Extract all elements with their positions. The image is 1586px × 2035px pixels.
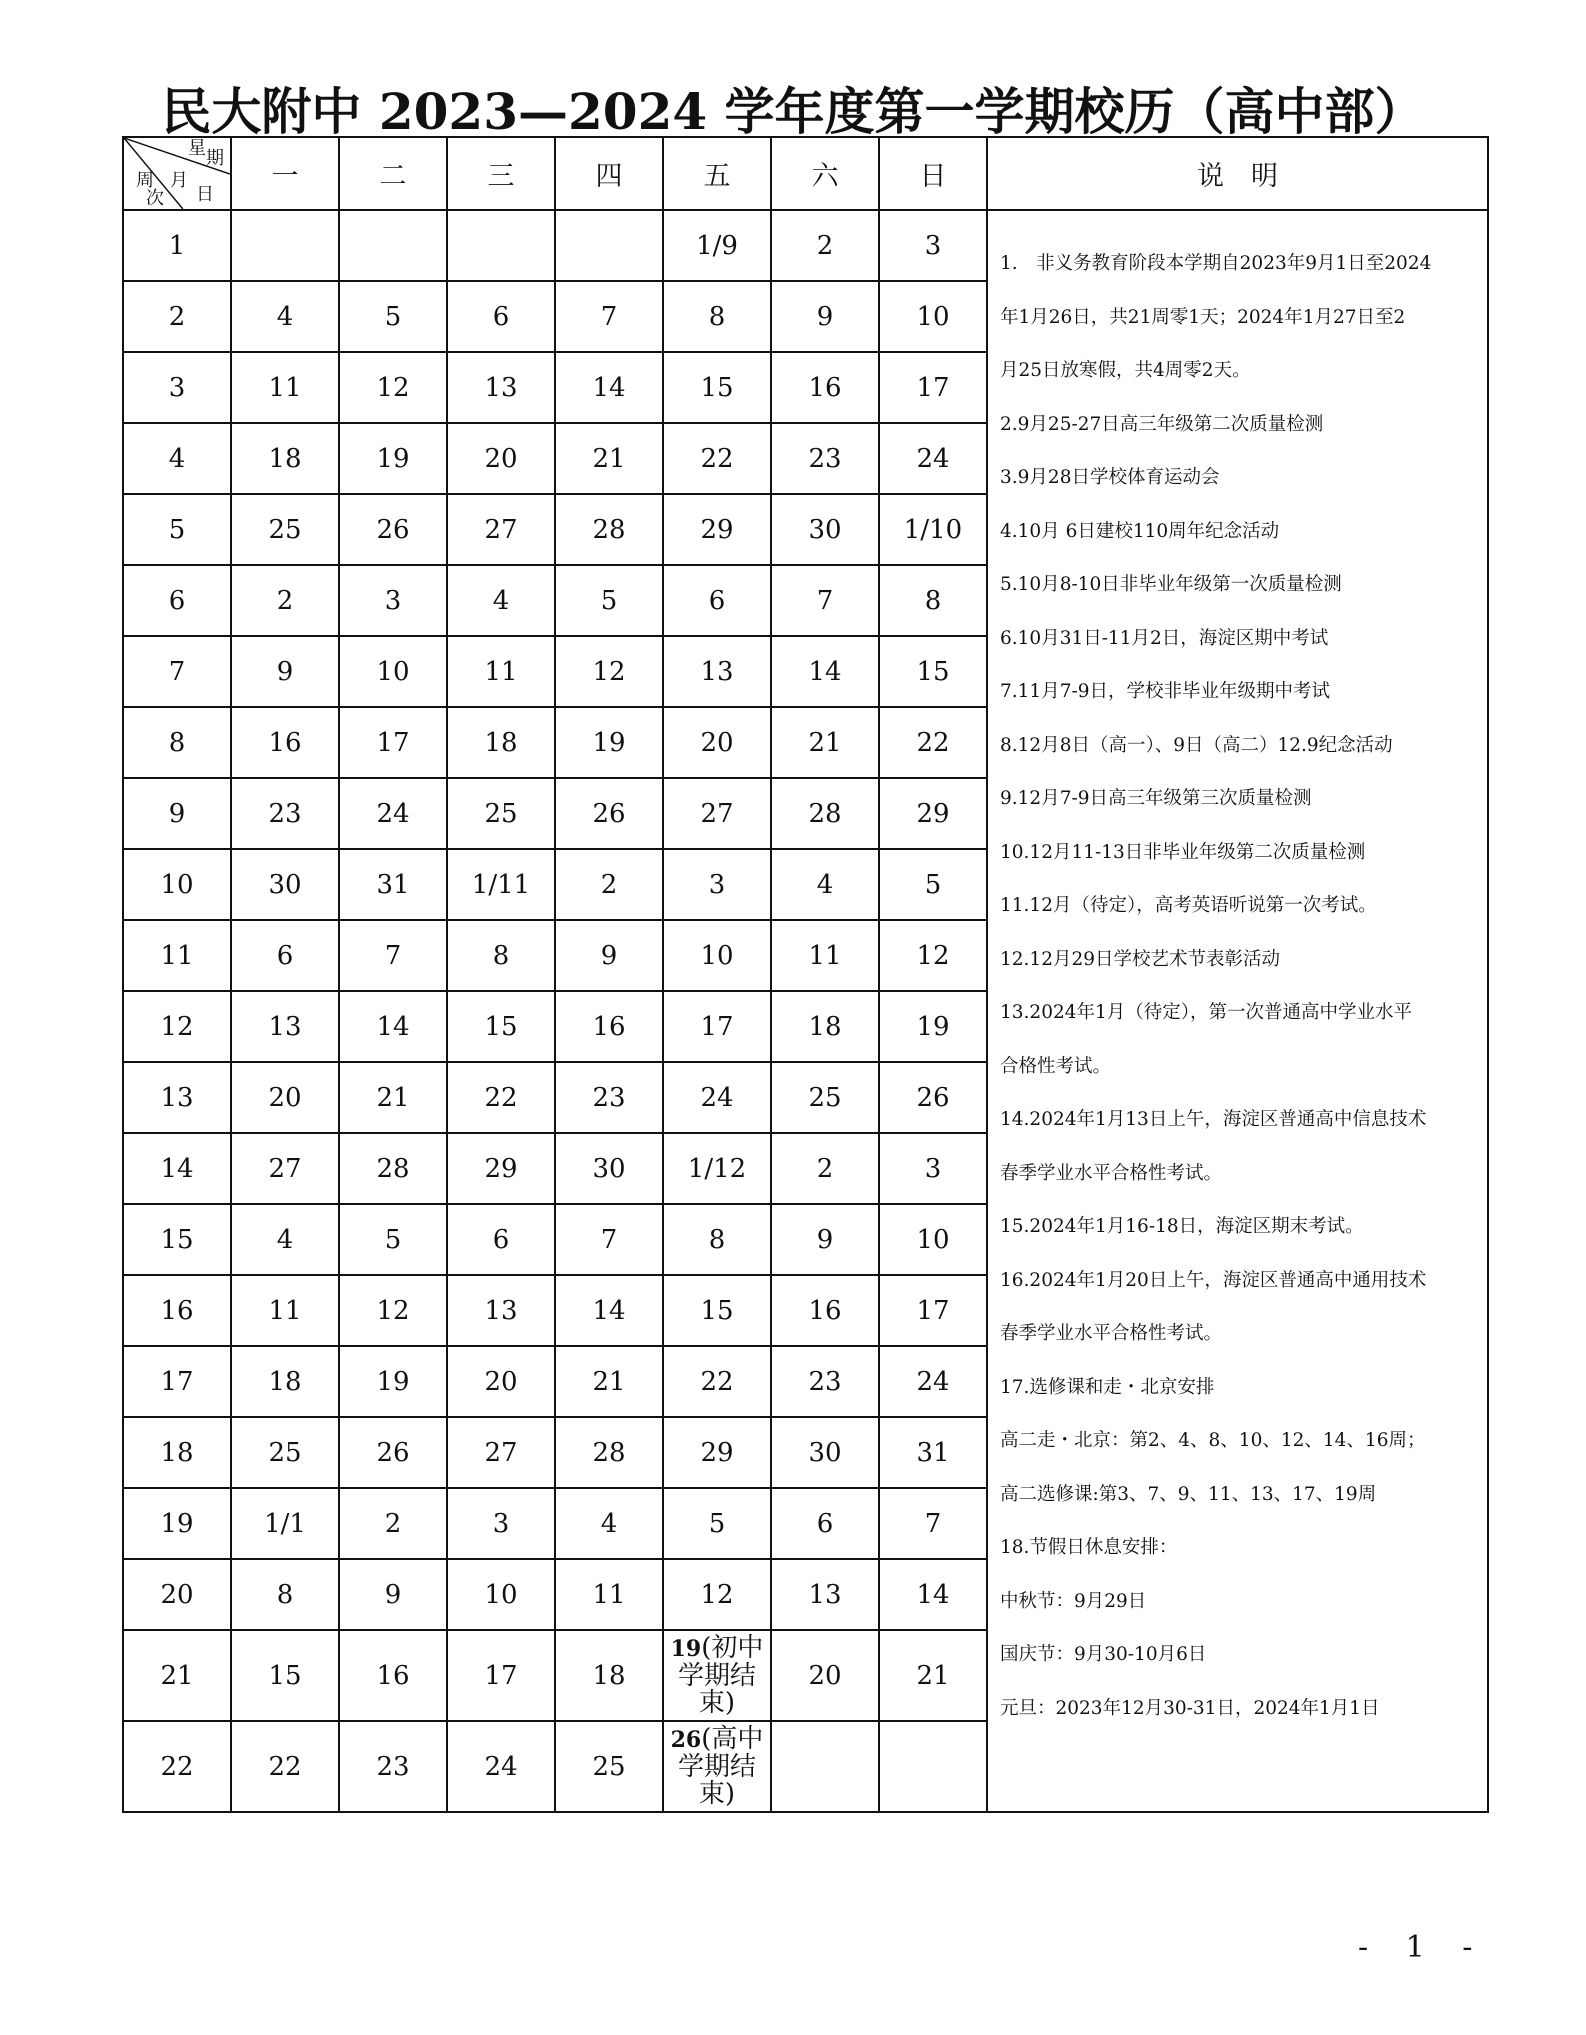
date-cell-mon: 25 [231,494,339,565]
date-cell-fri: 20 [663,707,771,778]
week-number-cell: 21 [123,1630,231,1721]
date-cell-sun: 29 [879,778,987,849]
date-cell-tue: 21 [339,1062,447,1133]
term-end-note: (高中 [701,1723,764,1754]
date-cell-mon: 30 [231,849,339,920]
date-cell-mon: 4 [231,281,339,352]
date-cell-sun: 12 [879,920,987,991]
week-row [123,210,1488,281]
week-number-cell: 19 [123,1488,231,1559]
term-end-note: 束) [698,1778,736,1809]
date-cell-sat: 2 [771,1133,879,1204]
date-cell-sat: 9 [771,1204,879,1275]
date-cell-fri: 22 [663,423,771,494]
date-cell-wed: 4 [447,565,555,636]
note-line: 11.12月（待定），高考英语听说第一次考试。 [1000,895,1377,916]
page-number: - 1 - [1358,1930,1487,1965]
date-cell-thu: 21 [555,1346,663,1417]
date-cell-wed: 15 [447,991,555,1062]
date-cell-sun: 21 [879,1630,987,1721]
date-cell-thu: 26 [555,778,663,849]
date-cell-wed: 24 [447,1721,555,1812]
date-cell-fri: 22 [663,1346,771,1417]
week-number-cell: 8 [123,707,231,778]
date-cell-thu: 28 [555,1417,663,1488]
date-cell-sat: 11 [771,920,879,991]
date-cell-tue: 9 [339,1559,447,1630]
note-line: 高二走・北京：第2、4、8、10、12、14、16周； [1000,1430,1426,1451]
date-cell-fri: 10 [663,920,771,991]
note-line: 3.9月28日学校体育运动会 [1000,467,1220,488]
date-cell-thu: 7 [555,281,663,352]
note-line: 14.2024年1月13日上午，海淀区普通高中信息技术 [1000,1109,1427,1130]
date-cell-thu: 30 [555,1133,663,1204]
date-cell-thu [555,210,663,281]
date-cell-wed: 6 [447,1204,555,1275]
date-cell-sat: 18 [771,991,879,1062]
date-cell-sat: 13 [771,1559,879,1630]
date-cell-thu: 9 [555,920,663,991]
week-number-cell: 10 [123,849,231,920]
date-cell-wed: 17 [447,1630,555,1721]
date-cell-wed: 27 [447,1417,555,1488]
week-number-cell: 1 [123,210,231,281]
date-cell-mon: 22 [231,1721,339,1812]
date-cell-thu: 11 [555,1559,663,1630]
note-line: 4.10月 6日建校110周年纪念活动 [1000,520,1280,542]
date-cell-thu: 23 [555,1062,663,1133]
date-cell-tue: 17 [339,707,447,778]
date-cell-sun: 31 [879,1417,987,1488]
diag-label-ordinal: 次 [146,188,164,209]
week-number-cell: 6 [123,565,231,636]
diagonal-header-cell [123,137,231,210]
date-cell-wed: 6 [447,281,555,352]
date-cell-sat: 7 [771,565,879,636]
note-line: 13.2024年1月（待定），第一次普通高中学业水平 [1000,1002,1413,1023]
date-cell-tue: 10 [339,636,447,707]
note-line: 高二选修课:第3、7、9、11、13、17、19周 [1000,1483,1377,1505]
date-cell-mon: 25 [231,1417,339,1488]
date-cell-thu: 21 [555,423,663,494]
date-cell-wed: 10 [447,1559,555,1630]
date-cell-sat [771,1721,879,1812]
date-cell-mon: 18 [231,423,339,494]
date-cell-tue: 14 [339,991,447,1062]
diag-label-period: 期 [206,148,224,169]
note-line: 月25日放寒假，共4周零2天。 [1000,360,1251,381]
note-line: 合格性考试。 [1000,1055,1112,1077]
date-cell-thu: 4 [555,1488,663,1559]
date-cell-mon: 6 [231,920,339,991]
date-cell-tue: 12 [339,1275,447,1346]
date-cell-sat: 6 [771,1488,879,1559]
date-cell-tue [339,210,447,281]
date-cell-sat: 20 [771,1630,879,1721]
day-header-tue: 二 [339,137,447,210]
week-number-cell: 12 [123,991,231,1062]
date-cell-fri: 8 [663,1204,771,1275]
diag-label-week: 周 [136,170,154,191]
date-cell-fri: 5 [663,1488,771,1559]
date-cell-sun: 22 [879,707,987,778]
date-cell-sat: 16 [771,352,879,423]
page-title: 民大附中 2023—2024 学年度第一学期校历（高中部） [161,82,1425,141]
week-number-cell: 3 [123,352,231,423]
note-line: 16.2024年1月20日上午，海淀区普通高中通用技术 [1000,1269,1427,1291]
date-cell-tue: 16 [339,1630,447,1721]
date-cell-tue: 28 [339,1133,447,1204]
date-cell-thu: 7 [555,1204,663,1275]
date-cell-wed: 8 [447,920,555,991]
date-cell-mon: 4 [231,1204,339,1275]
date-cell-fri: 8 [663,281,771,352]
date-cell-thu: 12 [555,636,663,707]
day-header-fri: 五 [663,137,771,210]
date-cell-tue: 31 [339,849,447,920]
date-cell-mon: 9 [231,636,339,707]
date-cell-sun: 3 [879,1133,987,1204]
diag-label-month: 月 [170,170,188,191]
note-line: 元旦：2023年12月30-31日，2024年1月1日 [1000,1697,1380,1719]
date-cell-mon: 23 [231,778,339,849]
date-cell-sun: 8 [879,565,987,636]
senior-term-end-cell [663,1721,771,1812]
date-cell-sat: 21 [771,707,879,778]
date-cell-fri: 15 [663,352,771,423]
diag-label-day: 日 [196,184,214,205]
date-cell-sat: 14 [771,636,879,707]
date-cell-tue: 7 [339,920,447,991]
note-line: 2.9月25-27日高三年级第二次质量检测 [1000,413,1324,435]
date-cell-mon: 1/1 [231,1488,339,1559]
date-cell-sat: 30 [771,1417,879,1488]
date-cell-wed: 18 [447,707,555,778]
date-cell-sun: 1/10 [879,494,987,565]
notes-cell [987,210,1488,1812]
date-cell-fri: 15 [663,1275,771,1346]
school-calendar-table [122,136,1489,1813]
date-cell-sat: 23 [771,423,879,494]
term-end-date: 19 [670,1635,702,1662]
date-cell-thu: 14 [555,352,663,423]
note-line: 年1月26日，共21周零1天；2024年1月27日至2 [1000,306,1406,328]
date-cell-wed [447,210,555,281]
week-number-cell: 16 [123,1275,231,1346]
date-cell-mon: 8 [231,1559,339,1630]
date-cell-wed: 11 [447,636,555,707]
date-cell-wed: 27 [447,494,555,565]
date-cell-tue: 2 [339,1488,447,1559]
date-cell-sun: 14 [879,1559,987,1630]
note-line: 春季学业水平合格性考试。 [1000,1323,1223,1344]
date-cell-fri: 27 [663,778,771,849]
date-cell-thu: 5 [555,565,663,636]
week-number-cell: 13 [123,1062,231,1133]
date-cell-thu: 25 [555,1721,663,1812]
date-cell-tue: 24 [339,778,447,849]
date-cell-sun: 10 [879,1204,987,1275]
note-line: 18.节假日休息安排： [1000,1537,1178,1558]
date-cell-mon: 20 [231,1062,339,1133]
note-line: 春季学业水平合格性考试。 [1000,1162,1223,1184]
note-line: 中秋节：9月29日 [1000,1590,1147,1612]
date-cell-sat: 2 [771,210,879,281]
date-cell-sun: 24 [879,1346,987,1417]
week-number-cell: 4 [123,423,231,494]
date-cell-fri: 6 [663,565,771,636]
term-end-note: 学期结 [677,1751,756,1782]
date-cell-mon: 15 [231,1630,339,1721]
date-cell-sun: 5 [879,849,987,920]
date-cell-sat: 4 [771,849,879,920]
date-cell-wed: 13 [447,352,555,423]
note-line: 7.11月7-9日，学校非毕业年级期中考试 [1000,681,1330,702]
week-number-cell: 17 [123,1346,231,1417]
date-cell-thu: 18 [555,1630,663,1721]
date-cell-mon [231,210,339,281]
week-number-cell: 15 [123,1204,231,1275]
week-number-cell: 20 [123,1559,231,1630]
date-cell-fri: 29 [663,1417,771,1488]
notes-header: 说 明 [987,137,1488,210]
note-line: 10.12月11-13日非毕业年级第二次质量检测 [1000,841,1366,863]
date-cell-sat: 23 [771,1346,879,1417]
week-number-cell: 5 [123,494,231,565]
date-cell-wed: 13 [447,1275,555,1346]
date-cell-wed: 29 [447,1133,555,1204]
date-cell-fri: 12 [663,1559,771,1630]
day-header-mon: 一 [231,137,339,210]
day-header-thu: 四 [555,137,663,210]
note-line: 1. 非义务教育阶段本学期自2023年9月1日至2024 [1000,253,1432,274]
date-cell-wed: 20 [447,1346,555,1417]
week-number-cell: 7 [123,636,231,707]
term-end-date: 26 [670,1726,702,1753]
date-cell-wed: 20 [447,423,555,494]
date-cell-mon: 13 [231,991,339,1062]
diag-label-star: 星 [188,138,206,159]
date-cell-thu: 19 [555,707,663,778]
date-cell-sun: 15 [879,636,987,707]
junior-term-end-cell [663,1630,771,1721]
day-header-sun: 日 [879,137,987,210]
date-cell-tue: 19 [339,1346,447,1417]
date-cell-thu: 16 [555,991,663,1062]
header-row [123,137,1488,210]
term-end-note: 学期结 [677,1660,756,1691]
week-number-cell: 14 [123,1133,231,1204]
note-line: 国庆节：9月30-10月6日 [1000,1644,1207,1665]
date-cell-mon: 11 [231,352,339,423]
date-cell-sun: 17 [879,352,987,423]
date-cell-tue: 19 [339,423,447,494]
date-cell-fri: 24 [663,1062,771,1133]
date-cell-mon: 18 [231,1346,339,1417]
date-cell-fri: 29 [663,494,771,565]
date-cell-wed: 1/11 [447,849,555,920]
date-cell-fri: 1/9 [663,210,771,281]
notes-list [988,211,1487,1735]
date-cell-sun: 7 [879,1488,987,1559]
date-cell-fri: 13 [663,636,771,707]
week-number-cell: 22 [123,1721,231,1812]
date-cell-sat: 9 [771,281,879,352]
date-cell-sun: 26 [879,1062,987,1133]
date-cell-tue: 26 [339,1417,447,1488]
date-cell-sat: 30 [771,494,879,565]
date-cell-wed: 25 [447,778,555,849]
date-cell-sun: 10 [879,281,987,352]
note-line: 8.12月8日（高一）、9日（高二）12.9纪念活动 [1000,734,1393,756]
date-cell-sat: 28 [771,778,879,849]
week-number-cell: 18 [123,1417,231,1488]
date-cell-mon: 16 [231,707,339,778]
term-end-note: 束) [698,1687,736,1718]
day-header-wed: 三 [447,137,555,210]
note-line: 5.10月8-10日非毕业年级第一次质量检测 [1000,574,1342,595]
date-cell-sun: 24 [879,423,987,494]
date-cell-sun [879,1721,987,1812]
note-line: 6.10月31日-11月2日，海淀区期中考试 [1000,627,1329,649]
date-cell-fri: 1/12 [663,1133,771,1204]
date-cell-tue: 5 [339,281,447,352]
week-number-cell: 9 [123,778,231,849]
date-cell-tue: 12 [339,352,447,423]
date-cell-tue: 5 [339,1204,447,1275]
week-number-cell: 2 [123,281,231,352]
date-cell-tue: 26 [339,494,447,565]
date-cell-thu: 14 [555,1275,663,1346]
day-header-sat: 六 [771,137,879,210]
date-cell-sat: 16 [771,1275,879,1346]
date-cell-tue: 3 [339,565,447,636]
calendar-body [123,210,1488,1812]
week-number-cell: 11 [123,920,231,991]
note-line: 17.选修课和走・北京安排 [1000,1376,1215,1398]
date-cell-sat: 25 [771,1062,879,1133]
date-cell-mon: 2 [231,565,339,636]
date-cell-fri: 17 [663,991,771,1062]
date-cell-fri: 3 [663,849,771,920]
date-cell-sun: 17 [879,1275,987,1346]
date-cell-thu: 2 [555,849,663,920]
date-cell-wed: 22 [447,1062,555,1133]
note-line: 15.2024年1月16-18日，海淀区期末考试。 [1000,1216,1364,1237]
date-cell-sun: 3 [879,210,987,281]
date-cell-thu: 28 [555,494,663,565]
term-end-note: (初中 [701,1632,764,1663]
date-cell-mon: 11 [231,1275,339,1346]
date-cell-tue: 23 [339,1721,447,1812]
note-line: 9.12月7-9日高三年级第三次质量检测 [1000,788,1312,809]
date-cell-mon: 27 [231,1133,339,1204]
note-line: 12.12月29日学校艺术节表彰活动 [1000,948,1281,970]
date-cell-sun: 19 [879,991,987,1062]
date-cell-wed: 3 [447,1488,555,1559]
